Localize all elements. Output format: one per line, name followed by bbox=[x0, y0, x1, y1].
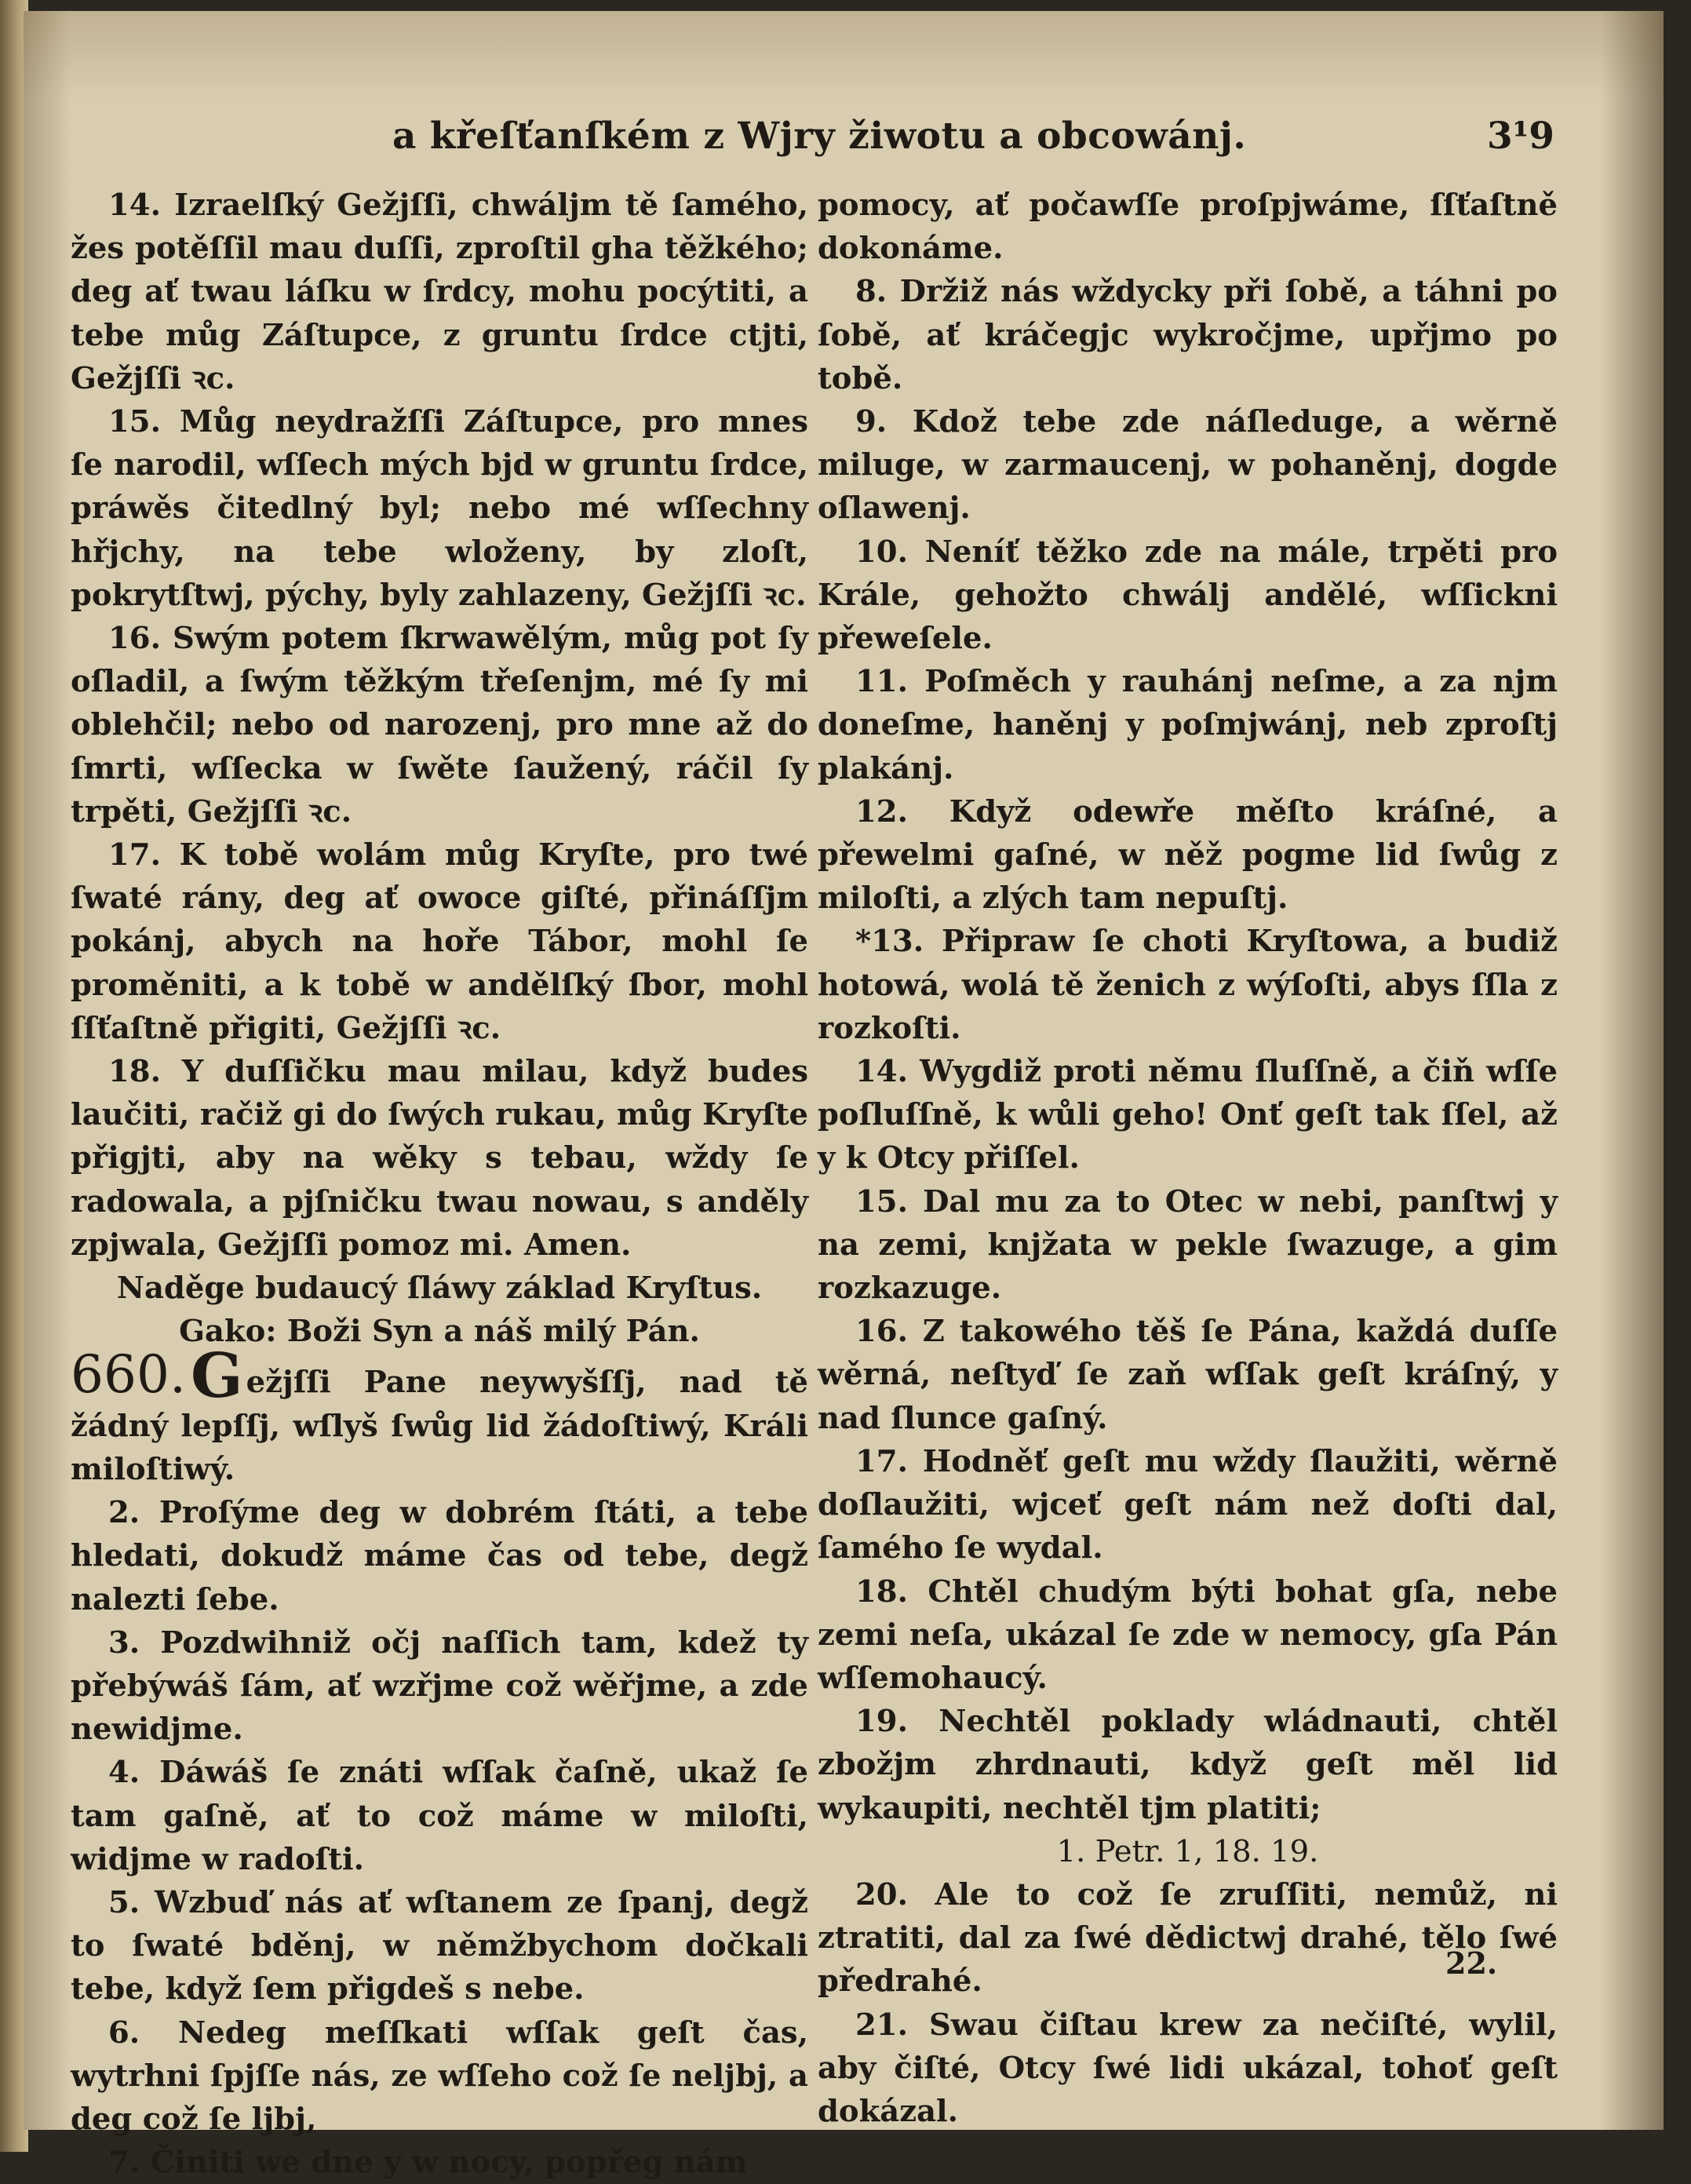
hymn-verse-11: 11. Poſměch y rauhánj neſme, a za njm doneſme, haněnj y poſmjwánj, neb zproſtj plakánj. bbox=[818, 664, 1558, 786]
hymn-verse-17: 17. Hodněť geſt mu wždy ſlaužiti, wěrně doſlaužiti, wjceť geſt nám než doſti dal, ſamého ſe wydal. bbox=[818, 1443, 1558, 1566]
left-column bbox=[71, 184, 808, 2184]
hymn-verse-18: 18. Chtěl chudým býti bohat gſa, nebe zemi neſa, ukázal ſe zde w nemocy, gſa Pán wſſemohaucý. bbox=[818, 1573, 1558, 1696]
hymn-verse-15: 15. Dal mu za to Otec w nebi, panſtwj y na zemi, knjžata w pekle ſwazuge, a gim rozkazuge. bbox=[818, 1183, 1558, 1307]
hymn-verse-4: 4. Dáwáš ſe znáti wſſak čaſně, ukaž ſe tam gaſně, ať to což máme w miloſti, widjme w radoſti. bbox=[71, 1755, 808, 1877]
book-page bbox=[24, 11, 1664, 2181]
hymn-verse-20: 20. Ale to což ſe zruſſiti, nemůž, ni ztratiti, dal za ſwé dědictwj drahé, tělo ſwé předrahé. bbox=[818, 1876, 1558, 2000]
hymn-verse-9: 9. Kdož tebe zde náſleduge, a wěrně miluge, w zarmaucenj, w pohaněnj, dogde oſlawenj. bbox=[818, 404, 1558, 527]
right-column bbox=[818, 184, 1558, 2133]
hymn-verse-3: 3. Pozdwihniž očj naſſich tam, kdež ty přebýwáš ſám, ať wzřjme což wěřjme, a zde newidjme. bbox=[71, 1624, 808, 1748]
verse-14: 14. Izraelſký Gežjſſi, chwáljm tě ſamého, žes potěſſil mau duſſi, zproſtil gha těžkého; deg ať twau láſku w ſrdcy, mohu pocýtiti, a tebe můg Záſtupce, z gruntu ſrdce ctjti, Gežjſſi ꝛc. bbox=[71, 188, 808, 396]
hymn-number: 660. bbox=[71, 1344, 186, 1406]
dropcap-letter: G bbox=[190, 1340, 243, 1413]
hymn-superscription: Naděge budaucý ſláwy základ Kryſtus. bbox=[116, 1271, 763, 1307]
verse-16: 16. Swým potem ſkrwawělým, můg pot ſy oſladil, a ſwým těžkým třeſenjm, mé ſy mi oblehčil; nebo od narozenj, pro mne až do ſmrti, wſſecka w ſwěte ſaužený, ráčil ſy trpěti, Gežjſſi ꝛc. bbox=[71, 621, 808, 829]
hymn-first-verse bbox=[71, 1340, 808, 1491]
hymn-verse-6: 6. Nedeg meſſkati wſſak geſt čas, wytrhni ſpjſſe nás, ze wſſeho což ſe neljbj, a deg což ſe ljbj, bbox=[71, 2014, 808, 2137]
hymn-verse-14: 14. Wygdiž proti němu ſluſſně, a čiň wſſe poſluſſně, k wůli geho! Onť geſt tak ſſel, až y k Otcy přiſſel. bbox=[818, 1054, 1558, 1176]
verse-15: 15. Můg neydražſſi Záſtupce, pro mnes ſe narodil, wſſech mých bjd w gruntu ſrdce, práwěs čitedlný byl; nebo mé wſſechny hřjchy, na tebe wloženy, by zloſt, pokrytſtwj, pýchy, byly zahlazeny, Gežjſſi ꝛc. bbox=[71, 404, 808, 613]
verse-18: 18. Y duſſičku mau milau, když budes laučiti, račiž gi do ſwých rukau, můg Kryſte přigjti, aby na wěky s tebau, wždy ſe radowala, a pjſničku twau nowau, s anděly zpjwala, Gežjſſi pomoz mi. Amen. bbox=[71, 1054, 808, 1263]
hymn-verse-8: 8. Držiž nás wždycky při ſobě, a táhni po ſobě, ať kráčegjc wykročjme, upřjmo po tobě. bbox=[818, 274, 1558, 396]
hymn-first-verse-text: ežjſſi Pane neywyšſſj, nad tě žádný lepſſj, wſlyš ſwůg lid žádoſtiwý, Králi miloſtiwý. bbox=[71, 1365, 808, 1487]
hymn-verse-13: *13. Připraw ſe choti Kryſtowa, a budiž hotowá, wolá tě ženich z wýſoſti, abys ſſla z rozkoſti. bbox=[818, 924, 1558, 1046]
hymn-verse-16: 16. Z takowého těš ſe Pána, každá duſſe wěrná, neſtyď ſe zaň wſſak geſt kráſný, y nad ſlunce gaſný. bbox=[818, 1314, 1558, 1436]
hymn-verse-10: 10. Neníť těžko zde na mále, trpěti pro Krále, gehožto chwálj andělé, wſſickni přeweſele. bbox=[818, 534, 1558, 657]
page-number: 3¹9 bbox=[1487, 115, 1554, 158]
hymn-verse-21: 21. Swau čiſtau krew za nečiſté, wylil, aby čiſté, Otcy ſwé lidi ukázal, tohoť geſt dokázal. bbox=[818, 2007, 1558, 2129]
hymn-verse-12: 12. Když odewře měſto kráſné, a přewelmi gaſné, w něž pogme lid ſwůg z miloſti, a zlých tam nepuſtj. bbox=[818, 793, 1558, 917]
hymn-verse-5: 5. Wzbuď nás ať wſtanem ze ſpanj, degž to ſwaté bděnj, w němžbychom dočkali tebe, když ſem přigdeš s nebe. bbox=[71, 1884, 808, 2007]
hymn-verse-7: 7. Činiti we dne y w nocy, popřeg nám bbox=[108, 2145, 748, 2181]
verse-17: 17. K tobě wolám můg Kryſte, pro twé ſwaté rány, deg ať owoce giſté, přináſſjm pokánj, abych na hoře Tábor, mohl ſe proměniti, a k tobě w andělſký ſbor, mohl ſſťaſtně přigiti, Gežjſſi ꝛc. bbox=[71, 837, 808, 1046]
hymn-melody: Gako: Boži Syn a náš milý Pán. bbox=[179, 1314, 700, 1350]
hymn-verse-19: 19. Nechtěl poklady wládnauti, chtěl zbožjm zhrdnauti, když geſt měl lid wykaupiti, nechtěl tjm platiti; bbox=[818, 1704, 1558, 1826]
scripture-reference: 1. Petr. 1, 18. 19. bbox=[1056, 1833, 1319, 1869]
catchword: 22. bbox=[1445, 1945, 1498, 1981]
hymn-verse-2: 2. Proſýme deg w dobrém ſtáti, a tebe hledati, dokudž máme čas od tebe, degž nalezti ſebe. bbox=[71, 1495, 808, 1617]
running-title: a křeſťanſkém z Wjry žiwotu a obcowánj. bbox=[392, 115, 1247, 158]
hymn-verse-7-continued: pomocy, ať počawſſe proſpjwáme, ſſťaſtně dokonáme. bbox=[818, 188, 1558, 267]
